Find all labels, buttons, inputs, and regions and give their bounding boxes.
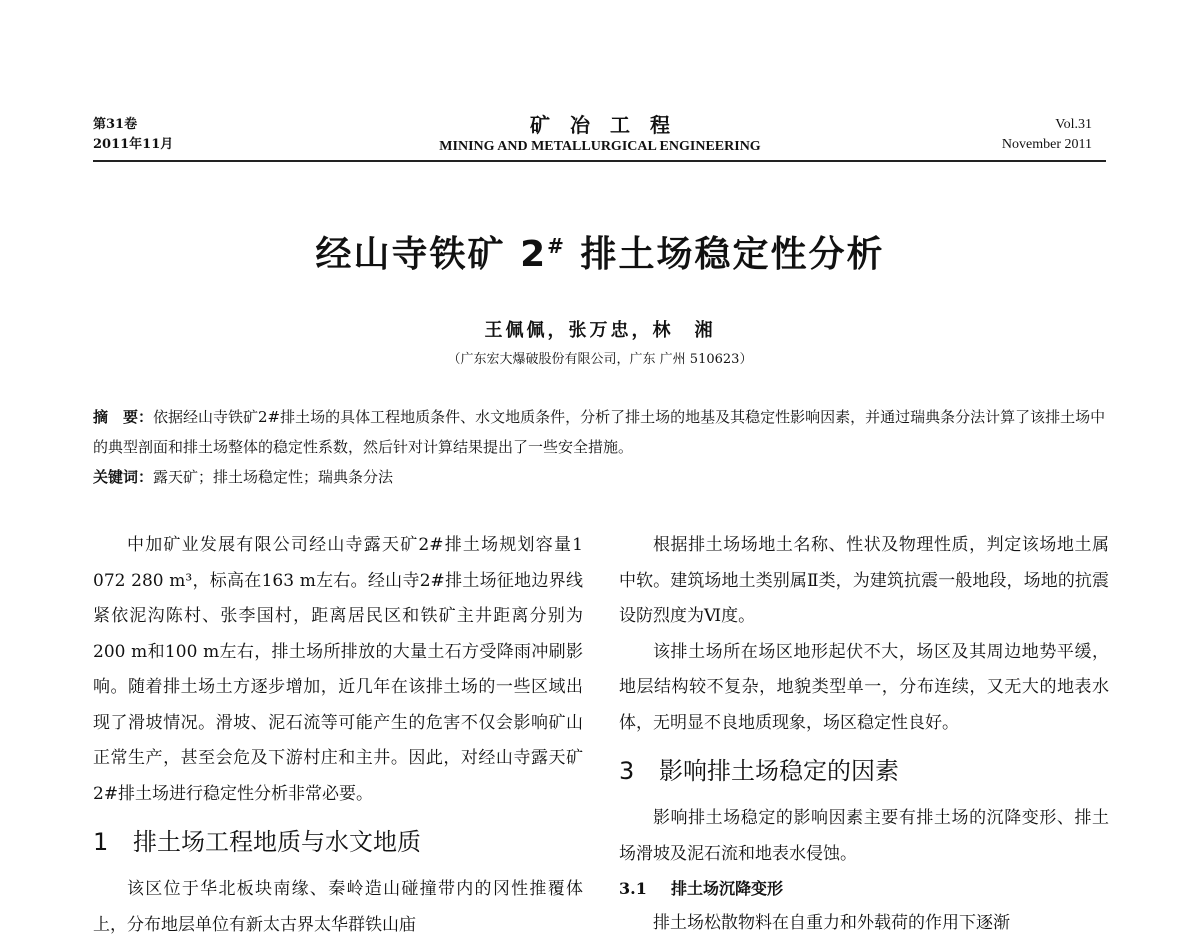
date-cn: 2011年11月	[93, 137, 174, 152]
abstract-block	[93, 402, 1108, 492]
section-3-number: 3	[619, 757, 635, 785]
keywords-label: 关键词：	[93, 468, 154, 486]
abstract-label: 摘 要：	[93, 408, 154, 426]
section-1-heading	[93, 812, 583, 872]
volume-en: Vol.31	[1055, 117, 1092, 132]
section-1-number: 1	[93, 828, 109, 856]
abstract-text: 依据经山寺铁矿2#排土场的具体工程地质条件、水文地质条件，分析了排土场的地基及其稳定性影响因素，并通过瑞典条分法计算了该排土场中的典型剖面和排土场整体的稳定性系数，然后针对计算结果提出了一些安全措施。	[93, 408, 1106, 456]
header-rule	[93, 160, 1106, 162]
section-3-heading	[619, 741, 1109, 801]
subsection-3-1-number: 3.1	[619, 879, 647, 898]
journal-title-cn: 矿冶工程	[530, 113, 690, 137]
title-main: 经山寺铁矿 2	[315, 234, 548, 275]
date-en: November 2011	[1001, 137, 1092, 152]
journal-title-en: MINING AND METALLURGICAL ENGINEERING	[439, 139, 761, 154]
section-3-title: 影响排土场稳定的因素	[659, 757, 899, 785]
section-1-paragraph: 该区位于华北板块南缘、秦岭造山碰撞带内的冈性推覆体上，分布地层单位有新太古界太华群铁山庙	[93, 879, 583, 935]
abstract	[93, 402, 1108, 462]
title-superscript: #	[547, 234, 566, 258]
subsection-3-1-paragraph: 排土场松散物料在自重力和外载荷的作用下逐渐	[653, 913, 1010, 933]
header-right	[1002, 115, 1092, 155]
subsection-3-1-heading	[619, 872, 1109, 906]
volume-cn: 第31卷	[93, 117, 138, 132]
affiliation: （广东宏大爆破股份有限公司，广东 广州 510623）	[447, 352, 753, 367]
intro-paragraph: 中加矿业发展有限公司经山寺露天矿2#排土场规划容量1 072 280 m³，标高在163 m左右。经山寺2#排土场征地边界线紧依泥沟陈村、张李国村，距离居民区和铁矿主井距离分别为200 m和100 m左右，排土场所排放的大量土石方受降雨冲刷影响。随着排土场土方逐步增加，近几年在该排土场的一些区域出现了滑坡情况。滑坡、泥石流等可能产生的危害不仅会影响矿山正常生产，甚至会危及下游村庄和主井。因此，对经山寺露天矿2#排土场进行稳定性分析非常必要。	[93, 535, 583, 804]
right-column	[619, 528, 1109, 942]
authors: 王佩佩，张万忠，林 湘	[484, 320, 716, 341]
keywords-text: 露天矿；排土场稳定性；瑞典条分法	[153, 468, 394, 486]
terrain-paragraph: 该排土场所在场区地形起伏不大，场区及其周边地势平缓，地层结构较不复杂，地貌类型单一，分布连续，又无大的地表水体，无明显不良地质现象，场区稳定性良好。	[619, 641, 1109, 733]
subsection-3-1-title: 排土场沉降变形	[671, 879, 784, 898]
section-1-title: 排土场工程地质与水文地质	[133, 828, 421, 856]
site-soil-paragraph: 根据排土场场地土名称、性状及物理性质，判定该场地土属中软。建筑场地土类别属Ⅱ类，为建筑抗震一般地段，场地的抗震设防烈度为Ⅵ度。	[619, 535, 1109, 626]
title-rest: 排土场稳定性分析	[565, 234, 885, 275]
paper-title	[0, 226, 1200, 277]
keywords	[93, 462, 1108, 492]
left-column	[93, 528, 583, 943]
section-3-paragraph: 影响排土场稳定的影响因素主要有排土场的沉降变形、排土场滑坡及泥石流和地表水侵蚀。	[619, 808, 1109, 864]
